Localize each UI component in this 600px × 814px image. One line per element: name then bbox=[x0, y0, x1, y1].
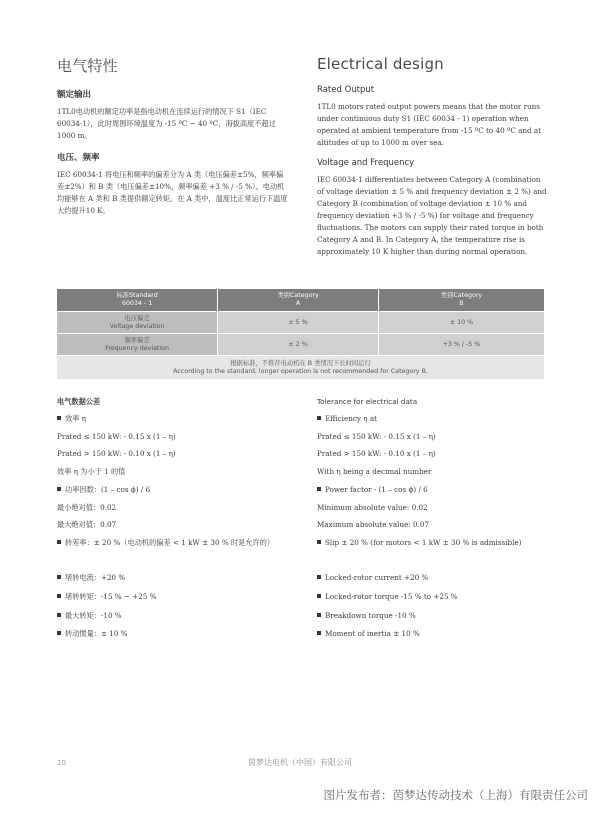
bullet-icon bbox=[57, 613, 61, 617]
bullet-icon bbox=[317, 631, 321, 635]
tolerance-item-en: Locked-rotor current +20 % bbox=[317, 572, 428, 583]
voltage-frequency-heading-zh: 电压、频率 bbox=[57, 153, 100, 163]
table-header-row bbox=[57, 289, 544, 312]
page-number: 10 bbox=[57, 759, 66, 767]
bullet-icon bbox=[57, 631, 61, 635]
tolerance-item-zh: 最大绝对值：0.07 bbox=[57, 520, 117, 529]
bullet-icon bbox=[317, 487, 321, 491]
page-title-zh: 电气特性 bbox=[57, 57, 118, 75]
bullet-icon bbox=[317, 575, 321, 579]
bullet-icon bbox=[317, 613, 321, 617]
tolerance-item-en: Moment of inertia ± 10 % bbox=[317, 628, 420, 639]
bullet-icon bbox=[57, 487, 61, 491]
rated-output-text-en: 1TL0 motors rated output powers means that the motor runs under continuous duty S1 (IEC 60034 - 1) operation when operated at ambient temperature from -15 ºC to 40 ºC and at altitudes of up to 1000 m over sea. bbox=[317, 102, 542, 147]
table-cell-a: ± 5 % bbox=[218, 312, 379, 334]
tolerance-item-zh: 最小绝对值：0.02 bbox=[57, 503, 117, 512]
page-title-en: Electrical design bbox=[317, 55, 444, 73]
rated-output-heading-en: Rated Output bbox=[317, 85, 375, 95]
table-cell-label: 电压偏差 Voltage deviation bbox=[57, 312, 218, 334]
table-header-standard: 标准Standard 60034 - 1 bbox=[57, 289, 218, 312]
tolerance-item-zh: Prated > 150 kW: - 0.10 x (1 – η) bbox=[57, 449, 176, 458]
table-cell-a: ± 2 % bbox=[218, 334, 379, 356]
tolerance-item-en: Slip ± 20 % (for motors < 1 kW ± 30 % is admissible) bbox=[317, 537, 522, 548]
table-header-category-a: 类别Category A bbox=[218, 289, 379, 312]
bullet-icon bbox=[57, 594, 61, 598]
table-cell-b: +3 % / -5 % bbox=[378, 334, 544, 356]
table-cell-b: ± 10 % bbox=[378, 312, 544, 334]
tolerance-item-en: Efficiency η at bbox=[317, 413, 377, 424]
tolerance-item-en: With η being a decimal number bbox=[317, 467, 432, 476]
tolerance-item-en: Maximum absolute value: 0.07 bbox=[317, 520, 430, 529]
table-row bbox=[57, 312, 544, 334]
tolerance-item-zh: 转动惯量：± 10 % bbox=[57, 628, 128, 639]
tolerance-item-en: Prated > 150 kW: - 0.10 x (1 – η) bbox=[317, 449, 436, 458]
table-note-row bbox=[57, 356, 544, 380]
tolerance-item-en: Breakdown torque -10 % bbox=[317, 610, 416, 621]
bullet-icon bbox=[317, 416, 321, 420]
voltage-frequency-text-en: IEC 60034-1 differentiates between Category A (combination of voltage deviation ± 5 % and frequency deviation ± 2 %) and Category B (combination of voltage deviation ± 10 % and frequency deviation +3 % / -5 %) for voltage and frequency fluctuations. The motors can supply their rated torque in both Category A and B. In Category A, the temperature rise is approximately 10 K higher than during normal operation. bbox=[317, 175, 547, 256]
rated-output-text-zh: 1TL0电动机的额定功率是指电动机在连续运行的情况下 S1（IEC 60034-1），此时周围环境温度为 -15 ºC ~ 40 ºC，海拔高度不超过 1000 m。 bbox=[57, 107, 276, 140]
tolerance-item-zh: 功率因数：(1 – cos ϕ) / 6 bbox=[57, 484, 150, 495]
table-header-category-b: 类别Category B bbox=[378, 289, 544, 312]
rated-output-heading-zh: 额定输出 bbox=[57, 90, 92, 100]
bullet-icon bbox=[57, 416, 61, 420]
tolerance-title-zh: 电气数据公差 bbox=[57, 397, 101, 406]
tolerance-item-zh: Prated ≤ 150 kW: - 0.15 x (1 – η) bbox=[57, 432, 176, 441]
tolerance-item-zh: 堵转转矩：-15 % ~ +25 % bbox=[57, 591, 157, 602]
table-cell-label: 频率偏差 Frequency deviation bbox=[57, 334, 218, 356]
tolerance-title-en: Tolerance for electrical data bbox=[317, 397, 418, 406]
tolerance-item-zh: 转差率：± 20 %（电动机的偏差 < 1 kW ± 30 % 时是允许的） bbox=[57, 537, 289, 548]
table-note: 根据标准，不推荐电动机在 B 类情况下长时间运行 According to the standard, longer operation is not recommended for Category B. bbox=[57, 356, 544, 380]
voltage-frequency-text-zh: IEC 60034-1 将电压和频率的偏差分为 A 类（电压偏差±5%，频率偏差±2%）和 B 类（电压偏差±10%，频率偏差 +3 % / -5 %）。电动机均能够在 A 类和 B 类提供额定转矩。在 A 类中，温度比正常运行下温度大约提升10 K。 bbox=[57, 170, 288, 215]
left-column bbox=[57, 55, 289, 226]
tolerance-item-en: Minimum absolute value: 0.02 bbox=[317, 503, 428, 512]
table-row bbox=[57, 334, 544, 356]
bullet-icon bbox=[317, 594, 321, 598]
bullet-icon bbox=[317, 540, 321, 544]
tolerance-item-zh: 效率 η bbox=[57, 413, 86, 424]
bullet-icon bbox=[57, 540, 61, 544]
tolerance-item-zh: 最大转矩：-10 % bbox=[57, 610, 122, 621]
right-column bbox=[317, 55, 549, 267]
publisher-watermark: 图片发布者：茵梦达传动技术（上海）有限责任公司 bbox=[323, 788, 588, 802]
deviation-table bbox=[57, 289, 544, 379]
tolerance-item-zh: 堵转电流：+20 % bbox=[57, 572, 125, 583]
tolerance-item-en: Prated ≤ 150 kW: - 0.15 x (1 – η) bbox=[317, 432, 436, 441]
voltage-frequency-heading-en: Voltage and Frequency bbox=[317, 158, 415, 168]
tolerance-item-en: Locked-rotor torque -15 % to +25 % bbox=[317, 591, 458, 602]
footer-company: 茵梦达电机（中国）有限公司 bbox=[248, 758, 352, 767]
tolerance-item-en: Power factor - (1 – cos ϕ) / 6 bbox=[317, 484, 428, 495]
bullet-icon bbox=[57, 575, 61, 579]
tolerance-item-zh: 效率 η 为小于 1 的值 bbox=[57, 467, 126, 476]
